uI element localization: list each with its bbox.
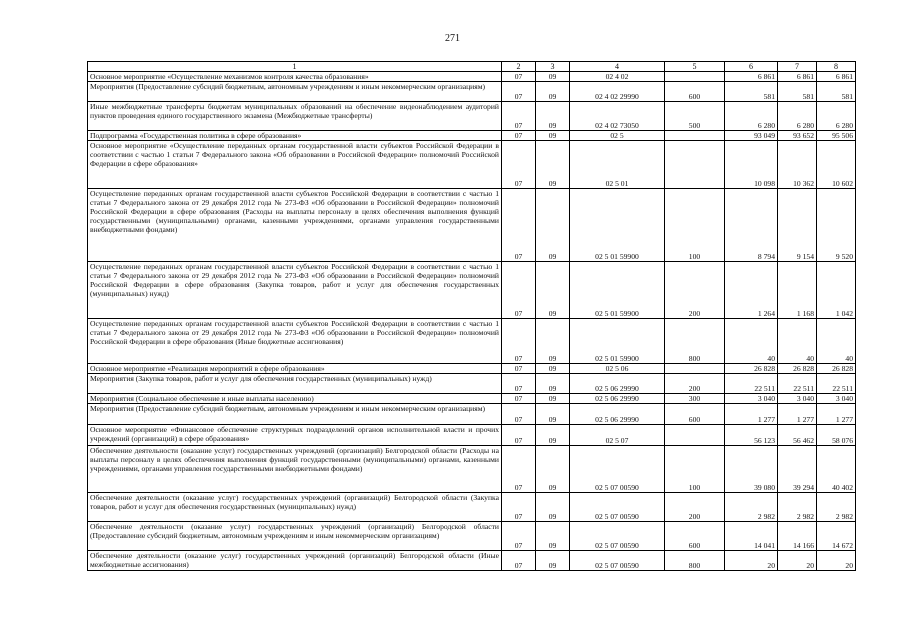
cell-amount-year3: 10 602 bbox=[817, 141, 856, 189]
cell-section: 07 bbox=[502, 141, 536, 189]
cell-section: 07 bbox=[502, 394, 536, 404]
cell-amount-year3: 40 bbox=[817, 319, 856, 364]
cell-amount-year1: 6 861 bbox=[725, 72, 778, 82]
cell-amount-year2: 93 652 bbox=[778, 131, 817, 141]
cell-expense-type: 200 bbox=[665, 493, 725, 522]
column-header: 7 bbox=[778, 62, 817, 72]
cell-subsection: 09 bbox=[536, 425, 570, 446]
cell-description: Обеспечение деятельности (оказание услуг) государственных учреждений (организаций) Белгородской области (Иные межбюджетные ассигнования) bbox=[88, 551, 502, 571]
cell-amount-year1: 2 982 bbox=[725, 493, 778, 522]
cell-expense-type bbox=[665, 425, 725, 446]
page-number: 271 bbox=[445, 33, 460, 44]
cell-subsection: 09 bbox=[536, 131, 570, 141]
table-row bbox=[88, 262, 856, 319]
cell-expense-type bbox=[665, 131, 725, 141]
cell-target-article: 02 5 07 bbox=[570, 425, 665, 446]
cell-expense-type: 500 bbox=[665, 102, 725, 131]
cell-amount-year2: 9 154 bbox=[778, 189, 817, 262]
table-row bbox=[88, 394, 856, 404]
cell-expense-type: 200 bbox=[665, 374, 725, 394]
cell-amount-year3: 26 828 bbox=[817, 364, 856, 374]
cell-amount-year3: 2 982 bbox=[817, 493, 856, 522]
cell-description: Основное мероприятие «Осуществление переданных органам государственной власти субъектов Российской Федерации в соответствии с частью 1 статьи 7 Федерального закона «Об образовании в Российской Федерации» полномочий Российской Федерации в сфере образования» bbox=[88, 141, 502, 189]
cell-subsection: 09 bbox=[536, 364, 570, 374]
cell-description: Обеспечение деятельности (оказание услуг) государственных учреждений (организаций) Белгородской области (Закупка товаров, работ и услуг для обеспечения государственных (муниципальных) нужд) bbox=[88, 493, 502, 522]
cell-amount-year3: 58 076 bbox=[817, 425, 856, 446]
cell-amount-year2: 39 294 bbox=[778, 446, 817, 493]
cell-amount-year3: 22 511 bbox=[817, 374, 856, 394]
cell-description: Осуществление переданных органам государственной власти субъектов Российской Федерации в соответствии с частью 1 статьи 7 Федерального закона от 29 декабря 2012 года № 273-ФЗ «Об образовании в Российской Федерации» полномочий Российской Федерации в сфере образования (Иные бюджетные ассигнования) bbox=[88, 319, 502, 364]
cell-section: 07 bbox=[502, 319, 536, 364]
cell-subsection: 09 bbox=[536, 319, 570, 364]
table-row bbox=[88, 319, 856, 364]
table-row bbox=[88, 374, 856, 394]
cell-target-article: 02 5 07 00590 bbox=[570, 522, 665, 551]
column-header: 8 bbox=[817, 62, 856, 72]
cell-subsection: 09 bbox=[536, 522, 570, 551]
cell-expense-type bbox=[665, 72, 725, 82]
cell-amount-year1: 14 041 bbox=[725, 522, 778, 551]
cell-target-article: 02 5 06 29990 bbox=[570, 374, 665, 394]
table-row bbox=[88, 82, 856, 102]
cell-amount-year1: 8 794 bbox=[725, 189, 778, 262]
column-header: 2 bbox=[502, 62, 536, 72]
cell-description: Мероприятия (Предоставление субсидий бюджетным, автономным учреждениям и иным некоммерческим организациям) bbox=[88, 404, 502, 425]
cell-amount-year2: 10 362 bbox=[778, 141, 817, 189]
cell-amount-year2: 14 166 bbox=[778, 522, 817, 551]
cell-expense-type: 800 bbox=[665, 319, 725, 364]
cell-target-article: 02 5 01 bbox=[570, 141, 665, 189]
cell-amount-year2: 26 828 bbox=[778, 364, 817, 374]
cell-description: Мероприятия (Социальное обеспечение и иные выплаты населению) bbox=[88, 394, 502, 404]
column-header: 6 bbox=[725, 62, 778, 72]
cell-target-article: 02 5 06 29990 bbox=[570, 394, 665, 404]
cell-target-article: 02 5 01 59900 bbox=[570, 319, 665, 364]
cell-section: 07 bbox=[502, 82, 536, 102]
cell-amount-year2: 3 040 bbox=[778, 394, 817, 404]
column-header: 1 bbox=[88, 62, 502, 72]
table-row bbox=[88, 425, 856, 446]
table-row bbox=[88, 364, 856, 374]
table-row bbox=[88, 493, 856, 522]
cell-description: Осуществление переданных органам государственной власти субъектов Российской Федерации в соответствии с частью 1 статьи 7 Федерального закона от 29 декабря 2012 года № 273-ФЗ «Об образовании в Российской Федерации» полномочий Российской Федерации в сфере образования (Расходы на выплаты персоналу в целях обеспечения выполнения функций государственными (муниципальными) органами, казенными учреждениями, органами управления государственными внебюджетными фондами) bbox=[88, 189, 502, 262]
cell-section: 07 bbox=[502, 493, 536, 522]
cell-target-article: 02 5 06 29990 bbox=[570, 404, 665, 425]
cell-section: 07 bbox=[502, 72, 536, 82]
cell-amount-year3: 581 bbox=[817, 82, 856, 102]
cell-section: 07 bbox=[502, 446, 536, 493]
cell-subsection: 09 bbox=[536, 189, 570, 262]
cell-subsection: 09 bbox=[536, 82, 570, 102]
cell-description: Основное мероприятие «Осуществление механизмов контроля качества образования» bbox=[88, 72, 502, 82]
cell-description: Обеспечение деятельности (оказание услуг) государственных учреждений (организаций) Белгородской области (Расходы на выплаты персоналу в целях обеспечения выполнения функций государственными (муниципальными) органами, казенными учреждениями, органами управления государственными внебюджетными фондами) bbox=[88, 446, 502, 493]
cell-subsection: 09 bbox=[536, 446, 570, 493]
cell-section: 07 bbox=[502, 102, 536, 131]
cell-amount-year2: 1 168 bbox=[778, 262, 817, 319]
table-row bbox=[88, 131, 856, 141]
cell-amount-year2: 20 bbox=[778, 551, 817, 571]
cell-amount-year1: 1 264 bbox=[725, 262, 778, 319]
cell-section: 07 bbox=[502, 131, 536, 141]
cell-subsection: 09 bbox=[536, 551, 570, 571]
cell-description: Подпрограмма «Государственная политика в сфере образования» bbox=[88, 131, 502, 141]
table-row bbox=[88, 72, 856, 82]
cell-amount-year2: 6 861 bbox=[778, 72, 817, 82]
cell-section: 07 bbox=[502, 425, 536, 446]
cell-expense-type: 600 bbox=[665, 404, 725, 425]
cell-description: Осуществление переданных органам государственной власти субъектов Российской Федерации в соответствии с частью 1 статьи 7 Федерального закона от 29 декабря 2012 года № 273-ФЗ «Об образовании в Российской Федерации» полномочий Российской Федерации в сфере образования (Закупка товаров, работ и услуг для обеспечения государственных (муниципальных) нужд) bbox=[88, 262, 502, 319]
cell-target-article: 02 4 02 bbox=[570, 72, 665, 82]
cell-amount-year2: 22 511 bbox=[778, 374, 817, 394]
column-header: 5 bbox=[665, 62, 725, 72]
cell-amount-year3: 20 bbox=[817, 551, 856, 571]
cell-expense-type: 200 bbox=[665, 262, 725, 319]
cell-description: Основное мероприятие «Реализация мероприятий в сфере образования» bbox=[88, 364, 502, 374]
column-header: 3 bbox=[536, 62, 570, 72]
table-header-row bbox=[88, 62, 856, 72]
cell-amount-year3: 1 042 bbox=[817, 262, 856, 319]
cell-amount-year2: 6 280 bbox=[778, 102, 817, 131]
cell-amount-year1: 6 280 bbox=[725, 102, 778, 131]
cell-expense-type: 300 bbox=[665, 394, 725, 404]
cell-amount-year3: 6 861 bbox=[817, 72, 856, 82]
table-row bbox=[88, 141, 856, 189]
cell-amount-year3: 1 277 bbox=[817, 404, 856, 425]
cell-subsection: 09 bbox=[536, 394, 570, 404]
cell-subsection: 09 bbox=[536, 141, 570, 189]
cell-amount-year2: 2 982 bbox=[778, 493, 817, 522]
cell-expense-type: 100 bbox=[665, 189, 725, 262]
cell-amount-year2: 56 462 bbox=[778, 425, 817, 446]
cell-amount-year1: 22 511 bbox=[725, 374, 778, 394]
cell-target-article: 02 5 06 bbox=[570, 364, 665, 374]
cell-amount-year1: 56 123 bbox=[725, 425, 778, 446]
column-header: 4 bbox=[570, 62, 665, 72]
cell-expense-type: 600 bbox=[665, 522, 725, 551]
cell-section: 07 bbox=[502, 262, 536, 319]
cell-section: 07 bbox=[502, 364, 536, 374]
cell-subsection: 09 bbox=[536, 404, 570, 425]
cell-amount-year2: 40 bbox=[778, 319, 817, 364]
table-row bbox=[88, 446, 856, 493]
cell-target-article: 02 5 07 00590 bbox=[570, 446, 665, 493]
cell-amount-year3: 6 280 bbox=[817, 102, 856, 131]
cell-amount-year1: 39 080 bbox=[725, 446, 778, 493]
cell-amount-year1: 20 bbox=[725, 551, 778, 571]
cell-section: 07 bbox=[502, 189, 536, 262]
table-body bbox=[88, 62, 856, 571]
cell-amount-year1: 1 277 bbox=[725, 404, 778, 425]
table-row bbox=[88, 522, 856, 551]
cell-subsection: 09 bbox=[536, 72, 570, 82]
cell-target-article: 02 4 02 29990 bbox=[570, 82, 665, 102]
cell-amount-year1: 10 098 bbox=[725, 141, 778, 189]
table-row bbox=[88, 404, 856, 425]
cell-target-article: 02 5 07 00590 bbox=[570, 551, 665, 571]
cell-description: Обеспечение деятельности (оказание услуг) государственных учреждений (организаций) Белгородской области (Предоставление субсидий бюджетным, автономным учреждениям и иным некоммерческим организациям) bbox=[88, 522, 502, 551]
cell-subsection: 09 bbox=[536, 374, 570, 394]
cell-target-article: 02 5 bbox=[570, 131, 665, 141]
cell-expense-type bbox=[665, 141, 725, 189]
table-row bbox=[88, 551, 856, 571]
cell-amount-year2: 1 277 bbox=[778, 404, 817, 425]
cell-section: 07 bbox=[502, 404, 536, 425]
cell-target-article: 02 5 01 59900 bbox=[570, 189, 665, 262]
cell-subsection: 09 bbox=[536, 102, 570, 131]
table-row bbox=[88, 189, 856, 262]
cell-expense-type: 600 bbox=[665, 82, 725, 102]
cell-amount-year3: 3 040 bbox=[817, 394, 856, 404]
cell-target-article: 02 5 01 59900 bbox=[570, 262, 665, 319]
cell-expense-type: 100 bbox=[665, 446, 725, 493]
cell-section: 07 bbox=[502, 522, 536, 551]
table-row bbox=[88, 102, 856, 131]
cell-amount-year3: 9 520 bbox=[817, 189, 856, 262]
cell-subsection: 09 bbox=[536, 493, 570, 522]
cell-amount-year1: 40 bbox=[725, 319, 778, 364]
cell-description: Основное мероприятие «Финансовое обеспечение структурных подразделений органов исполнительной власти и прочих учреждений (организаций) в сфере образования» bbox=[88, 425, 502, 446]
cell-description: Мероприятия (Закупка товаров, работ и услуг для обеспечения государственных (муниципальных) нужд) bbox=[88, 374, 502, 394]
cell-description: Иные межбюджетные трансферты бюджетам муниципальных образований на обеспечение видеонаблюдением аудиторий пунктов проведения единого государственного экзамена (Межбюджетные трансферты) bbox=[88, 102, 502, 131]
cell-amount-year1: 581 bbox=[725, 82, 778, 102]
cell-amount-year3: 40 402 bbox=[817, 446, 856, 493]
cell-subsection: 09 bbox=[536, 262, 570, 319]
cell-section: 07 bbox=[502, 374, 536, 394]
cell-amount-year3: 95 506 bbox=[817, 131, 856, 141]
cell-amount-year1: 93 049 bbox=[725, 131, 778, 141]
cell-expense-type bbox=[665, 364, 725, 374]
cell-amount-year1: 26 828 bbox=[725, 364, 778, 374]
cell-section: 07 bbox=[502, 551, 536, 571]
cell-description: Мероприятия (Предоставление субсидий бюджетным, автономным учреждениям и иным некоммерческим организациям) bbox=[88, 82, 502, 102]
cell-target-article: 02 5 07 00590 bbox=[570, 493, 665, 522]
cell-amount-year2: 581 bbox=[778, 82, 817, 102]
cell-target-article: 02 4 02 73050 bbox=[570, 102, 665, 131]
cell-amount-year1: 3 040 bbox=[725, 394, 778, 404]
budget-table bbox=[87, 61, 856, 571]
cell-expense-type: 800 bbox=[665, 551, 725, 571]
cell-amount-year3: 14 672 bbox=[817, 522, 856, 551]
